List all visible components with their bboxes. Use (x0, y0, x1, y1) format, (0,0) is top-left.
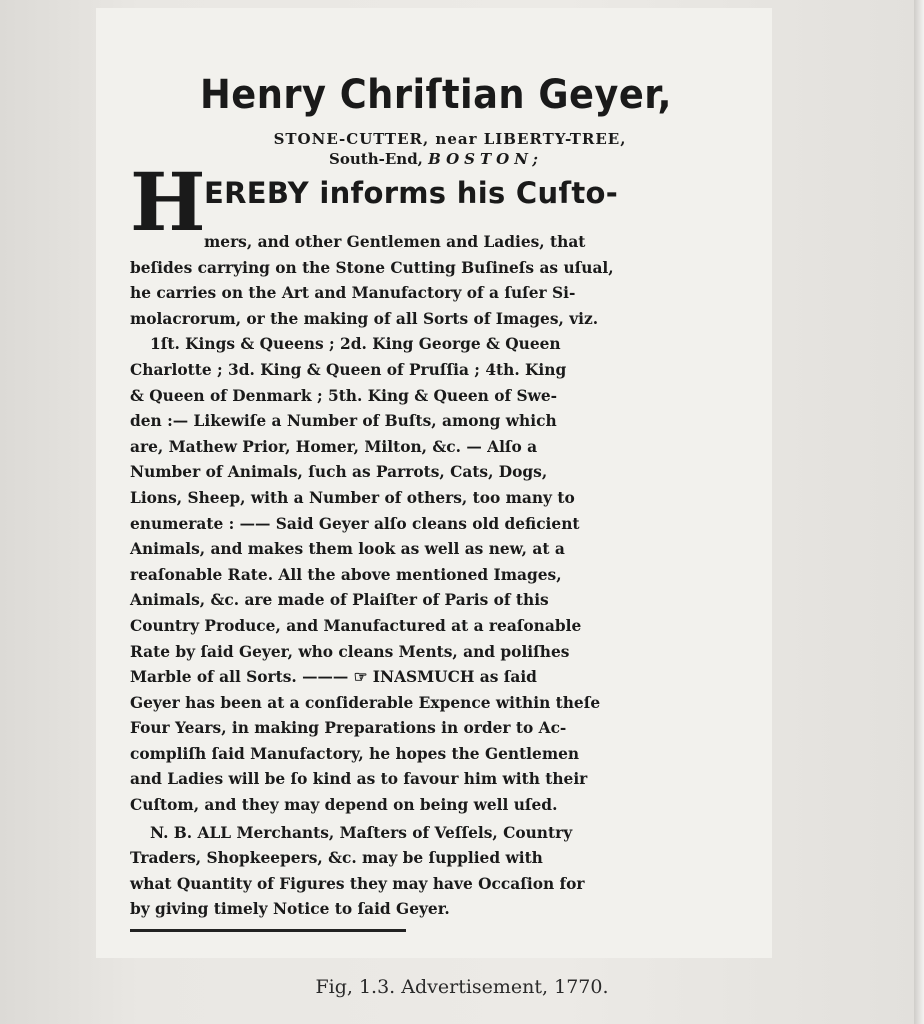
text-line: beſides carrying on the Stone Cutting Buſineſs as uſual, (130, 258, 614, 277)
text-line: den :— Likewiſe a Number of Buſts, among which (130, 412, 557, 431)
text-line: Traders, Shopkeepers, &c. may be ſupplied with (130, 849, 543, 868)
text-line: compliſh ſaid Manufactory, he hopes the Gentlemen (130, 744, 580, 763)
advertisement-clipping (96, 8, 772, 958)
text-line: & Queen of Denmark ; 5th. King & Queen of Swe- (130, 386, 558, 405)
paragraph-2 (130, 332, 742, 818)
text-line: Charlotte ; 3d. King & Queen of Pruſſia ; 4th. King (130, 360, 567, 379)
closing-rule (130, 929, 406, 932)
text-line: by giving timely Notice to ſaid Geyer. (130, 900, 450, 919)
text-line: Lions, Sheep, with a Number of others, too many to (130, 488, 575, 507)
paragraph-1 (130, 230, 742, 332)
text-line: what Quantity of Figures they may have Occaſion for (130, 874, 585, 893)
nota-bene-paragraph (130, 821, 742, 923)
text-line: mers, and other Gentlemen and Ladies, that (204, 233, 586, 251)
subheading-trade: STONE-CUTTER, near LIBERTY-TREE, (273, 130, 627, 148)
text-line: reaſonable Rate. All the above mentioned Images, (130, 565, 562, 584)
text-line: Cuſtom, and they may depend on being well uſed. (130, 796, 558, 815)
text-line: are, Mathew Prior, Homer, Milton, &c. — Alſo a (130, 437, 538, 456)
figure-caption: Fig, 1.3. Advertisement, 1770. (315, 976, 609, 998)
text-line: Geyer has been at a conſiderable Expence within theſe (130, 693, 601, 712)
advertisement-text (130, 72, 742, 935)
text-line: Marble of all Sorts. ——— ☞ INASMUCH as ſaid (130, 668, 537, 687)
subheading-location (130, 150, 742, 168)
drop-cap: H (130, 155, 206, 249)
text-line: he carries on the Art and Manufactory of a ſuſer Si- (130, 284, 576, 303)
text-line: Animals, &c. are made of Plaiſter of Paris of this (130, 591, 549, 610)
text-line: Rate by ſaid Geyer, who cleans Ments, and poliſhes (130, 642, 570, 661)
text-line: Animals, and makes them look as well as new, at a (130, 540, 565, 559)
subheading-city: BOSTON; (428, 150, 543, 168)
opening-text: EREBY informs his Cuſto- (204, 176, 619, 210)
text-line: enumerate : —— Said Geyer alſo cleans old deficient (130, 514, 580, 533)
subheading-location-prefix: South-End, (329, 150, 423, 168)
text-line: N. B. ALL Merchants, Maſters of Veſſels, Country (150, 823, 573, 842)
advertisement-headline: Henry Chriſtian Geyer, (200, 72, 672, 118)
text-line: Number of Animals, ſuch as Parrots, Cats, Dogs, (130, 463, 548, 482)
closing-rule-wrap (130, 923, 742, 935)
book-spine-edge (914, 0, 924, 1024)
text-line: Four Years, in making Preparations in order to Ac- (130, 719, 567, 738)
text-line: molacrorum, or the making of all Sorts of Images, viz. (130, 309, 599, 328)
text-line: Country Produce, and Manufactured at a reaſonable (130, 616, 582, 635)
text-line: 1ſt. Kings & Queens ; 2d. King George & Queen (150, 335, 561, 354)
text-line: and Ladies will be ſo kind as to favour him with their (130, 770, 588, 789)
